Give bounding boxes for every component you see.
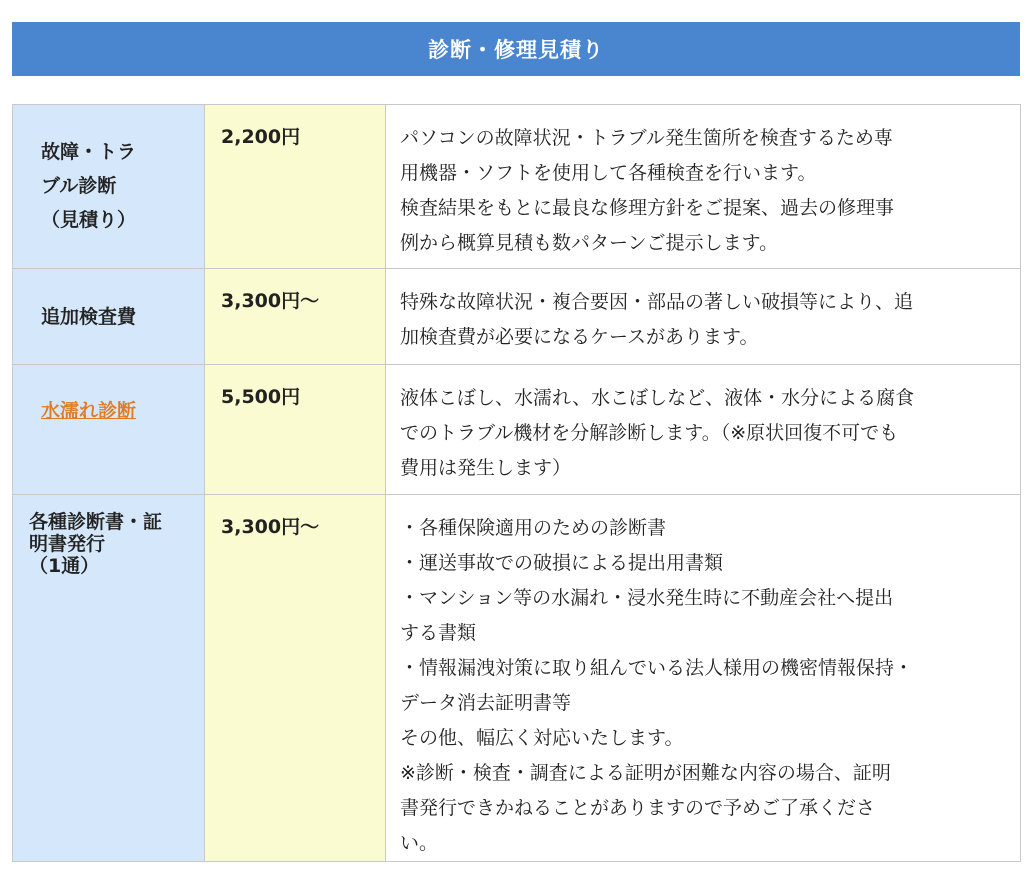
service-description: 液体こぼし、水濡れ、水こぼしなど、液体・水分による腐食 でのトラブル機材を分解診断します。（※原状回復不可でも 費用は発生します） [400,387,915,479]
service-price: 5,500円 [221,386,301,408]
page-title-text: 診断・修理見積り [428,38,604,62]
service-name: 追加検査費 [41,306,137,328]
service-description: 特殊な故障状況・複合要因・部品の著しい破損等により、追 加検査費が必要になるケースがあります。 [400,291,914,348]
service-price: 2,200円 [221,126,301,148]
description-cell [386,269,1021,365]
service-name-cell [13,269,205,365]
service-name-cell [13,495,205,862]
price-cell [205,365,386,495]
service-name-cell [13,105,205,269]
table-row [13,365,1021,495]
service-name-cell [13,365,205,495]
price-table [12,104,1021,862]
table-row [13,495,1021,862]
service-description: ・各種保険適用のための診断書 ・運送事故での破損による提出用書類 ・マンション等の水漏れ・浸水発生時に不動産会社へ提出 する書類 ・情報漏洩対策に取り組んでいる法人様用の機密情報保持・ データ消去証明書等 その他、幅広く対応いたします。 ※診断・検査・調査による証明が困難な内容の場合、証明 書発行できかねることがありますので予めご了承くださ い。 [400,517,914,854]
page-title [12,22,1020,76]
table-row [13,269,1021,365]
water-damage-link[interactable]: 水濡れ診断 [41,400,137,422]
price-cell [205,105,386,269]
description-cell [386,365,1021,495]
price-cell [205,495,386,862]
price-cell [205,269,386,365]
service-price: 3,300円〜 [221,516,320,538]
service-name: 各種診断書・証 明書発行 （1通） [29,511,163,577]
description-cell [386,495,1021,862]
service-name: 故障・トラ ブル診断 （見積り） [41,141,137,231]
table-row [13,105,1021,269]
service-description: パソコンの故障状況・トラブル発生箇所を検査するため専 用機器・ソフトを使用して各種検査を行います。 検査結果をもとに最良な修理方針をご提案、過去の修理事 例から概算見積も数パターンご提示します。 [400,127,895,254]
description-cell [386,105,1021,269]
service-price: 3,300円〜 [221,290,320,312]
